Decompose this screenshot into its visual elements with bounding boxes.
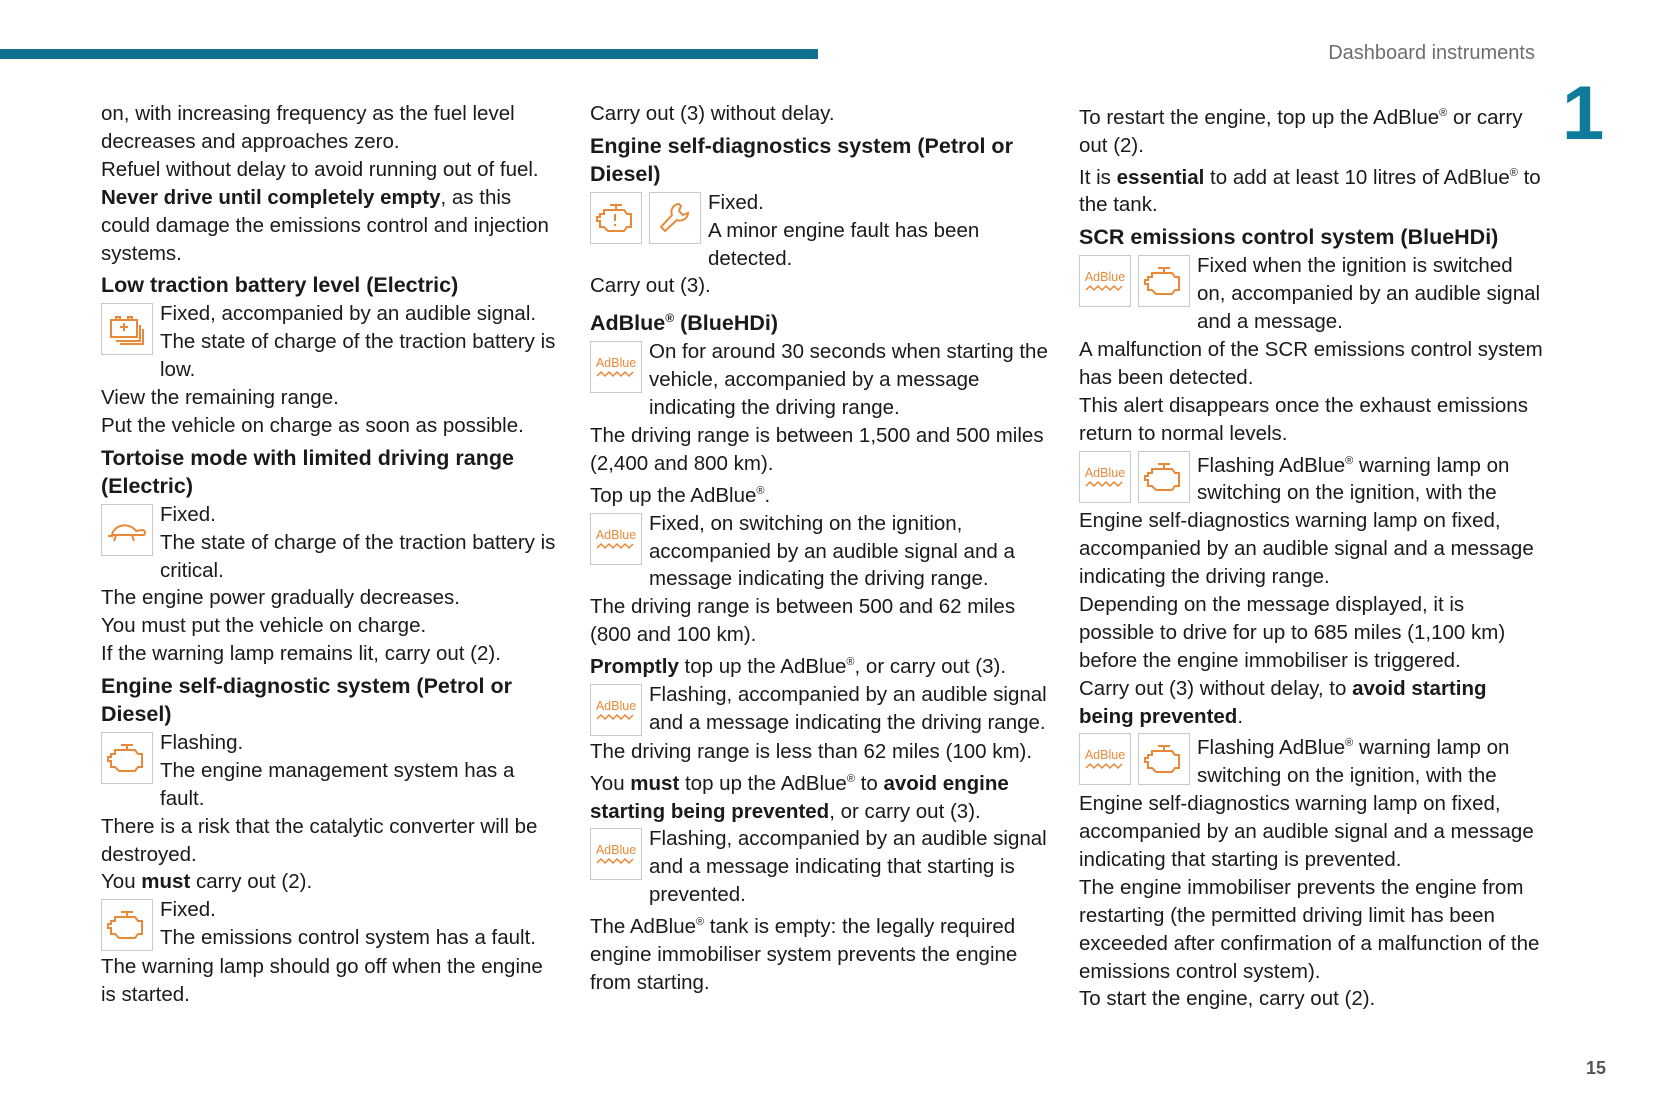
text: Top up the AdBlue [590,483,757,507]
paragraph [101,184,559,268]
page-number: 15 [1586,1058,1607,1078]
adblue-icon [1079,733,1131,785]
text: Flashing AdBlue [1197,736,1346,760]
paragraph [590,478,1048,510]
text: (BlueHDi) [674,311,779,336]
wrench-icon [649,192,701,244]
paragraph: Depending on the message displayed, it is possible to drive for up to 685 miles (1,100 km) before the engine immobiliser is triggered. [1079,592,1506,672]
paragraph: Flashing, accompanied by an audible signal and a message indicating the driving range. [649,682,1047,734]
adblue-icon [1079,255,1131,307]
paragraph: A minor engine fault has been detected. [708,218,980,270]
bold-text: must [141,870,191,894]
heading-low-traction-battery: Low traction battery level (Electric) [101,273,459,298]
column-1 [101,100,559,1009]
adblue-icon-label: AdBlue [1084,465,1126,480]
paragraph: Fixed. [708,190,764,214]
text: Carry out (3) without delay, to [1079,676,1353,700]
column-2 [590,100,1048,997]
paragraph [590,649,1048,681]
paragraph: The emissions control system has a fault. [160,926,536,950]
adblue-icon-label: AdBlue [595,698,637,713]
bold-text: Promptly [590,655,679,679]
paragraph: Flashing. [160,730,244,754]
text: to [854,771,884,795]
bold-text: avoid starting being prevented [1079,676,1487,728]
battery-warning-icon [101,303,153,355]
paragraph: The driving range is between 500 and 62 miles (800 and 100 km). [590,595,1016,647]
section-title: Dashboard instruments [1328,42,1535,64]
paragraph: Flashing, accompanied by an audible signal and a message indicating that starting is prevented. [649,827,1047,907]
text: You [101,870,142,894]
text: AdBlue [590,311,666,336]
adblue-icon-label: AdBlue [595,843,637,858]
column-3 [1079,100,1545,1013]
paragraph: on, with increasing frequency as the fuel level decreases and approaches zero. [101,102,515,153]
text: You [590,771,631,795]
text: . [1237,704,1244,728]
paragraph: To start the engine, carry out (2). [1079,987,1376,1011]
paragraph: The driving range is between 1,500 and 500 miles (2,400 and 800 km). [590,424,1044,476]
paragraph [1079,100,1545,160]
bold-text: essential [1116,165,1205,189]
paragraph: Fixed. [160,502,216,526]
registered-mark: ® [1509,166,1518,179]
adblue-icon [590,341,642,393]
text: Flashing AdBlue [1197,453,1346,477]
paragraph [101,868,559,896]
paragraph: View the remaining range. [101,386,339,410]
adblue-icon-label: AdBlue [595,356,637,371]
text: . [764,483,771,507]
bold-text: Never drive until completely empty [101,185,441,209]
paragraph: Fixed, on switching on the ignition, accompanied by an audible signal and a message indicating the driving range. [649,511,1015,591]
heading-engine-self-diagnostic: Engine self-diagnostic system (Petrol or Diesel) [101,674,512,727]
heading-adblue [590,305,1048,338]
registered-mark: ® [665,311,675,326]
text: tank is empty: the legally required engine immobiliser system prevents the engine from starting. [590,915,1018,994]
bold-text: must [630,771,680,795]
engine-warning-icon [1138,255,1190,307]
adblue-icon [590,513,642,565]
paragraph: You must put the vehicle on charge. [101,614,427,638]
engine-warning-icon [1138,451,1190,503]
text: to the tank. [1079,165,1541,217]
adblue-icon [590,684,642,736]
paragraph: The engine immobiliser prevents the engine from restarting (the permitted driving limit has been exceeded after confirmation of a malfunction of the emissions control system). [1079,875,1540,983]
paragraph: The warning lamp should go off when the engine is started. [101,955,543,1007]
paragraph: The state of charge of the traction battery is critical. [160,530,556,582]
paragraph: Fixed, accompanied by an audible signal. [160,302,537,326]
engine-warning-icon [590,192,642,244]
engine-warning-icon [1138,733,1190,785]
paragraph: This alert disappears once the exhaust emissions return to normal levels. [1079,393,1528,445]
text: warning lamp on switching on the ignition, with the Engine self-diagnostics warning lamp on fixed, accompanied by an audible signal and a message indicating that starting is prevented. [1079,736,1534,871]
text: , or carry out (3). [829,799,981,823]
registered-mark: ® [756,484,765,497]
header-accent-bar [0,49,818,59]
adblue-icon-label: AdBlue [595,527,637,542]
bold-text: avoid engine starting being prevented [590,771,1009,823]
paragraph: Carry out (3) without delay. [590,102,835,125]
text: , as this could damage the emissions control and injection systems. [101,185,549,265]
text: carry out (2). [190,870,313,894]
paragraph [590,766,1048,826]
paragraph: The engine management system has a fault. [160,758,515,810]
paragraph: Fixed when the ignition is switched on, accompanied by an audible signal and a message. [1197,254,1541,333]
text: The AdBlue [590,915,696,939]
text: top up the AdBlue [678,655,847,679]
paragraph: The engine power gradually decreases. [101,586,460,610]
adblue-icon-label: AdBlue [1084,748,1126,763]
paragraph: Put the vehicle on charge as soon as possible. [101,413,524,437]
text: or carry out (2). [1079,105,1523,157]
paragraph: A malfunction of the SCR emissions control system has been detected. [1079,337,1543,389]
adblue-icon [1079,451,1131,503]
heading-engine-self-diagnostics: Engine self-diagnostics system (Petrol or Diesel) [590,133,1013,186]
paragraph: The driving range is less than 62 miles (100 km). [590,739,1033,763]
text: to add at least 10 litres of AdBlue [1204,165,1510,189]
text: warning lamp on switching on the ignition, with the Engine self-diagnostics warning lamp on fixed, accompanied by an audible signal and a message indicating the driving range. [1079,453,1534,588]
engine-warning-icon [101,732,153,784]
registered-mark: ® [1439,107,1448,119]
registered-mark: ® [1345,454,1354,467]
paragraph: Refuel without delay to avoid running out of fuel. [101,157,539,181]
text: top up the AdBlue [679,771,847,795]
paragraph: On for around 30 seconds when starting the vehicle, accompanied by a message indicating the driving range. [649,340,1048,420]
engine-warning-icon [101,899,153,951]
heading-tortoise-mode: Tortoise mode with limited driving range (Electric) [101,445,514,498]
paragraph: There is a risk that the catalytic converter will be destroyed. [101,814,538,866]
paragraph: The state of charge of the traction battery is low. [160,330,556,382]
paragraph: If the warning lamp remains lit, carry out (2). [101,642,501,666]
paragraph: Fixed. [160,898,216,922]
registered-mark: ® [846,656,855,669]
registered-mark: ® [1345,737,1354,750]
heading-scr-emissions: SCR emissions control system (BlueHDi) [1079,225,1499,250]
chapter-number: 1 [1562,71,1605,156]
paragraph [1079,675,1545,731]
registered-mark: ® [846,772,855,785]
text: To restart the engine, top up the AdBlue [1079,105,1440,129]
adblue-icon-label: AdBlue [1084,270,1126,285]
paragraph [1079,160,1545,220]
tortoise-icon [101,504,153,556]
paragraph [590,909,1048,997]
text: It is [1079,165,1117,189]
text: , or carry out (3). [854,655,1007,679]
registered-mark: ® [696,916,705,929]
paragraph: Carry out (3). [590,274,711,298]
adblue-icon [590,828,642,880]
